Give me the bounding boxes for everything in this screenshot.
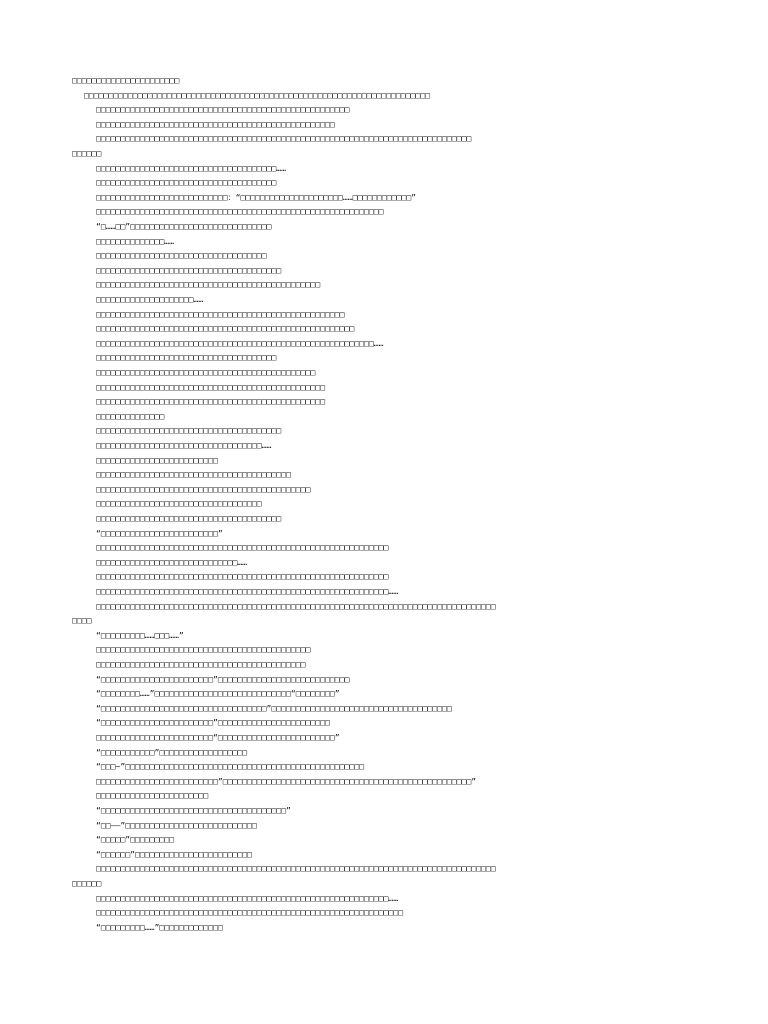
text-line: □□□□□□□□□□□□□□□□□□□□□□□□“□□□□□□□□□□□□□□□□□□□□□□□□” [96, 732, 340, 742]
text-line: □□□□□□□□□□□□□□□□□□□□□□□ [96, 790, 209, 801]
text-line: □□□□□□ [72, 878, 102, 888]
text-line: □□□□□□□□□□□□□□□□□□□□□□□□□□□□□□□□□□□□□□□□□□□□□□□□□□□□□□□□□□□□ [96, 571, 389, 582]
text-line: □□□□□□□□□□□□□□□□□□□□□□□□□□□□□□□□□□□□□□□□□□□ [96, 659, 306, 669]
text-line: □□□□□□□□□□□□□□□□□□□□□□□□□□□□□□□□□□□□□…… [96, 162, 287, 173]
text-line: □□□□□□□□□□□□□□□□□□□□□□□□□ [96, 454, 218, 465]
text-line: □□□□□□□□□□□□□□□□□□□□□□□□□□□□□□□□□□□□□□□□□□□□□□□ [96, 396, 326, 407]
text-line: □□□□□□□□□□□□□□□□□□□□□□□□□□□□□□□□□□□□□□□□□□□□□□□□□□□□□□□□□□□□…… [96, 892, 399, 903]
text-line: “□□□□□□□□□……”□□□□□□□□□□□□□ [96, 921, 223, 932]
text-line: □□□□□□□□□□□□□□□□□□□□□□□□□□□□□□□□□□□□□□□□□□□□ [96, 483, 311, 494]
text-line: □□□□□□□□□□□□□□□□□□□□□□□□□□□□□□□□□□□□□□ [96, 264, 282, 275]
text-line: □□□□□□ [72, 148, 102, 158]
text-line: □□□□□□□□□□□□□□□□□□□□□□□□□□□□□□□□□□…… [96, 440, 272, 450]
text-line: □□□□□□□□□□□□□□□□□□□□□□□□□□□□□□□□□□□□□□□□□□□□□□□□□□□□□□□□□□□□□□□□□□□□□□□□□□□□□□□□□□ [96, 863, 496, 874]
text-line: “□□——”□□□□□□□□□□□□□□□□□□□□□□□□□□□ [96, 819, 257, 830]
text-line: □□□□□□□□□□□□□□□□□□□□□□□□□□□□□□□□□□□□□□□□ [96, 469, 291, 480]
text-line: “□□□□□□□□□□□□□□□□□□□□□□□”□□□□□□□□□□□□□□□□□□□□□□□□□□□ [96, 673, 350, 684]
text-line: □□□□□□□□□□□□□□□□□□□□□□□□□”□□□□□□□□□□□□□□□□□□□□□□□□□□□□□□□□□□□□□□□□□□□□□□□□□□□” [96, 775, 477, 786]
text-line: □□□□□□□□□□□□□□…… [96, 235, 174, 246]
text-line: □□□□□□□□□□□□□□□□□□□□□□□□□□□□□□□□□□□□□□□□□□□□□□□□□□□□□□□□□…… [96, 337, 384, 348]
text-line: “□□□□□□□□□□□□□□□□□□□□□□□□□□□□□□□□□□□□□□” [96, 805, 291, 815]
text-line: “□□□~”□□□□□□□□□□□□□□□□□□□□□□□□□□□□□□□□□□□□□□□□□□□□□□□□□ [96, 761, 365, 772]
text-line: □□□□□□□□□□□□□□□□□□□□…… [96, 294, 204, 304]
text-line: □□□□□□□□□□□□□□□□□□□□□□□□□□□□□□□□□□□□□□□□□□□□□□□ [96, 381, 326, 392]
text-line: □□□□□□□□□□□□□□□□□□□□□□□□□□□□□□□□□□□□□□□□□□□□□□□□□□□ [96, 308, 345, 319]
text-line: □□□□□□□□□□□□□□□□□□□□□□□□□□□□□□□□□□□□□□□□□□□□□□□□□□□□ [96, 104, 350, 115]
text-line: □□□□□□□□□□□□□□□□□□□□□□□□□□□□□□□□□□□□□ [96, 352, 277, 363]
text-line: □□□□□□□□□□□□□□□□□□□□□□□□□□□□□□□□□□□□□□□□□□□□□□□□□□□□□□□□□□□□…… [96, 586, 399, 596]
text-line: □□□□□□□□□□□□□□□□□□□□□□□□□□□□□□□□□□□□□□ [96, 425, 282, 436]
text-line: □□□□□□□□□□□□□□□□□□□□□□□□□□□□□□□□□□□□□□□□□□□□□□□□□ [96, 118, 335, 129]
text-line: “□□□□□□□□……”□□□□□□□□□□□□□□□□□□□□□□□□□□□□“□□□□□□□□” [96, 688, 340, 699]
text-line: □□□□□□□□□□□□□□□□□□□□□□□□□□□□□□□□□□ [96, 498, 262, 509]
text-line: □□□□□□□□□□□□□□□□□□□□□□□□□□□□□□□□□□□□□□□□□□□□□□□□□□□□□□□□□□□ [96, 206, 384, 217]
text-line: □□□□□□□□□□□□□□□□□□□□□□□□□□□□□…… [96, 556, 248, 567]
text-line: □□□□□□□□□□□□□□□□□□□□□□□□□□□□□□□□□□□□□□□□□□□□□□□□□□□□□□□□□□□□□□□□□□□□□□□□□□□□□□□□□□ [96, 600, 496, 611]
text-line: □□□□□□□□□□□□□□□□□□□□□□□□□□□□□□□□□□□□□□□□□□□□□□ [96, 279, 321, 290]
text-line: □□□□□□□□□□□□□□□□□□□□□□□□□□□□□□□□□□□□□□□□□□□□□□□□□□□□□ [96, 323, 355, 334]
text-line: □□□□□□□□□□□□□□□□□□□□□□□□□□□□□□□□□□□□□□□□□□□□ [96, 644, 311, 655]
text-line: □□□□□□□□□□□□□□□□□□□□□□□□□□□□□□□□□□□□□□□□□□□□□□□□□□□□□□□□□□□□□□□ [96, 907, 403, 918]
text-line: “□□□□□□□□□□□”□□□□□□□□□□□□□□□□□□ [96, 746, 248, 757]
text-line: □□□□□□□□□□□□□□□□□□□□□□□□□□□□□□□□□□□□□□□□□□□□□ [96, 367, 316, 377]
text-line: □□□□ [72, 615, 92, 626]
text-line: “□□□□□□□□□□□□□□□□□□□□□□□□” [96, 527, 223, 538]
text-line: □□□□□□□□□□□□□□□□□□□□□□□□□□□：“□□□□□□□□□□□□□□□□□□□□□……□□□□□□□□□□□□” [96, 191, 416, 202]
text-line: “□□□□□□”□□□□□□□□□□□□□□□□□□□□□□□□ [96, 848, 252, 859]
text-line: □□□□□□□□□□□□□□□□□□□□□□□□□□□□□□□□□□□□□ [96, 177, 277, 188]
text-line: “□□□□□□□□□……□□□……” [96, 629, 184, 640]
text-line: □□□□□□□□□□□□□□□□□□□□□□□□□□□□□□□□□□□□□□□□□□□□□□□□□□□□□□□□□□□□□□□□□□□□□□□ [84, 89, 430, 100]
text-line: □□□□□□□□□□□□□□□□□□□□□□□□□□□□□□□□□□□□□□□□□□□□□□□□□□□□□□□□□□□□ [96, 542, 389, 553]
text-line: □□□□□□□□□□□□□□□□□□□□□□□□□□□□□□□□□□□□□□ [96, 513, 282, 523]
text-line: “□□□□□”□□□□□□□□□ [96, 834, 174, 845]
text-line: □□□□□□□□□□□□□□□□□□□□□□□□□□□□□□□□□□□ [96, 250, 267, 261]
text-line: □□□□□□□□□□□□□□ [96, 410, 165, 421]
text-line: “□□□□□□□□□□□□□□□□□□□□□□□”□□□□□□□□□□□□□□□□□□□□□□□ [96, 717, 330, 728]
text-line: “□□□□□□□□□□□□□□□□□□□□□□□□□□□□□□□□□□”□□□□□□□□□□□□□□□□□□□□□□□□□□□□□□□□□□□□□ [96, 702, 452, 713]
text-line: “□……□□”□□□□□□□□□□□□□□□□□□□□□□□□□□□□□ [96, 221, 272, 231]
text-line: □□□□□□□□□□□□□□□□□□□□□□□□□□□□□□□□□□□□□□□□□□□□□□□□□□□□□□□□□□□□□□□□□□□□□□□□□□□□□ [96, 133, 472, 144]
chapter-title: □□□□□□□□□□□□□□□□□□□□□□ [72, 75, 180, 85]
